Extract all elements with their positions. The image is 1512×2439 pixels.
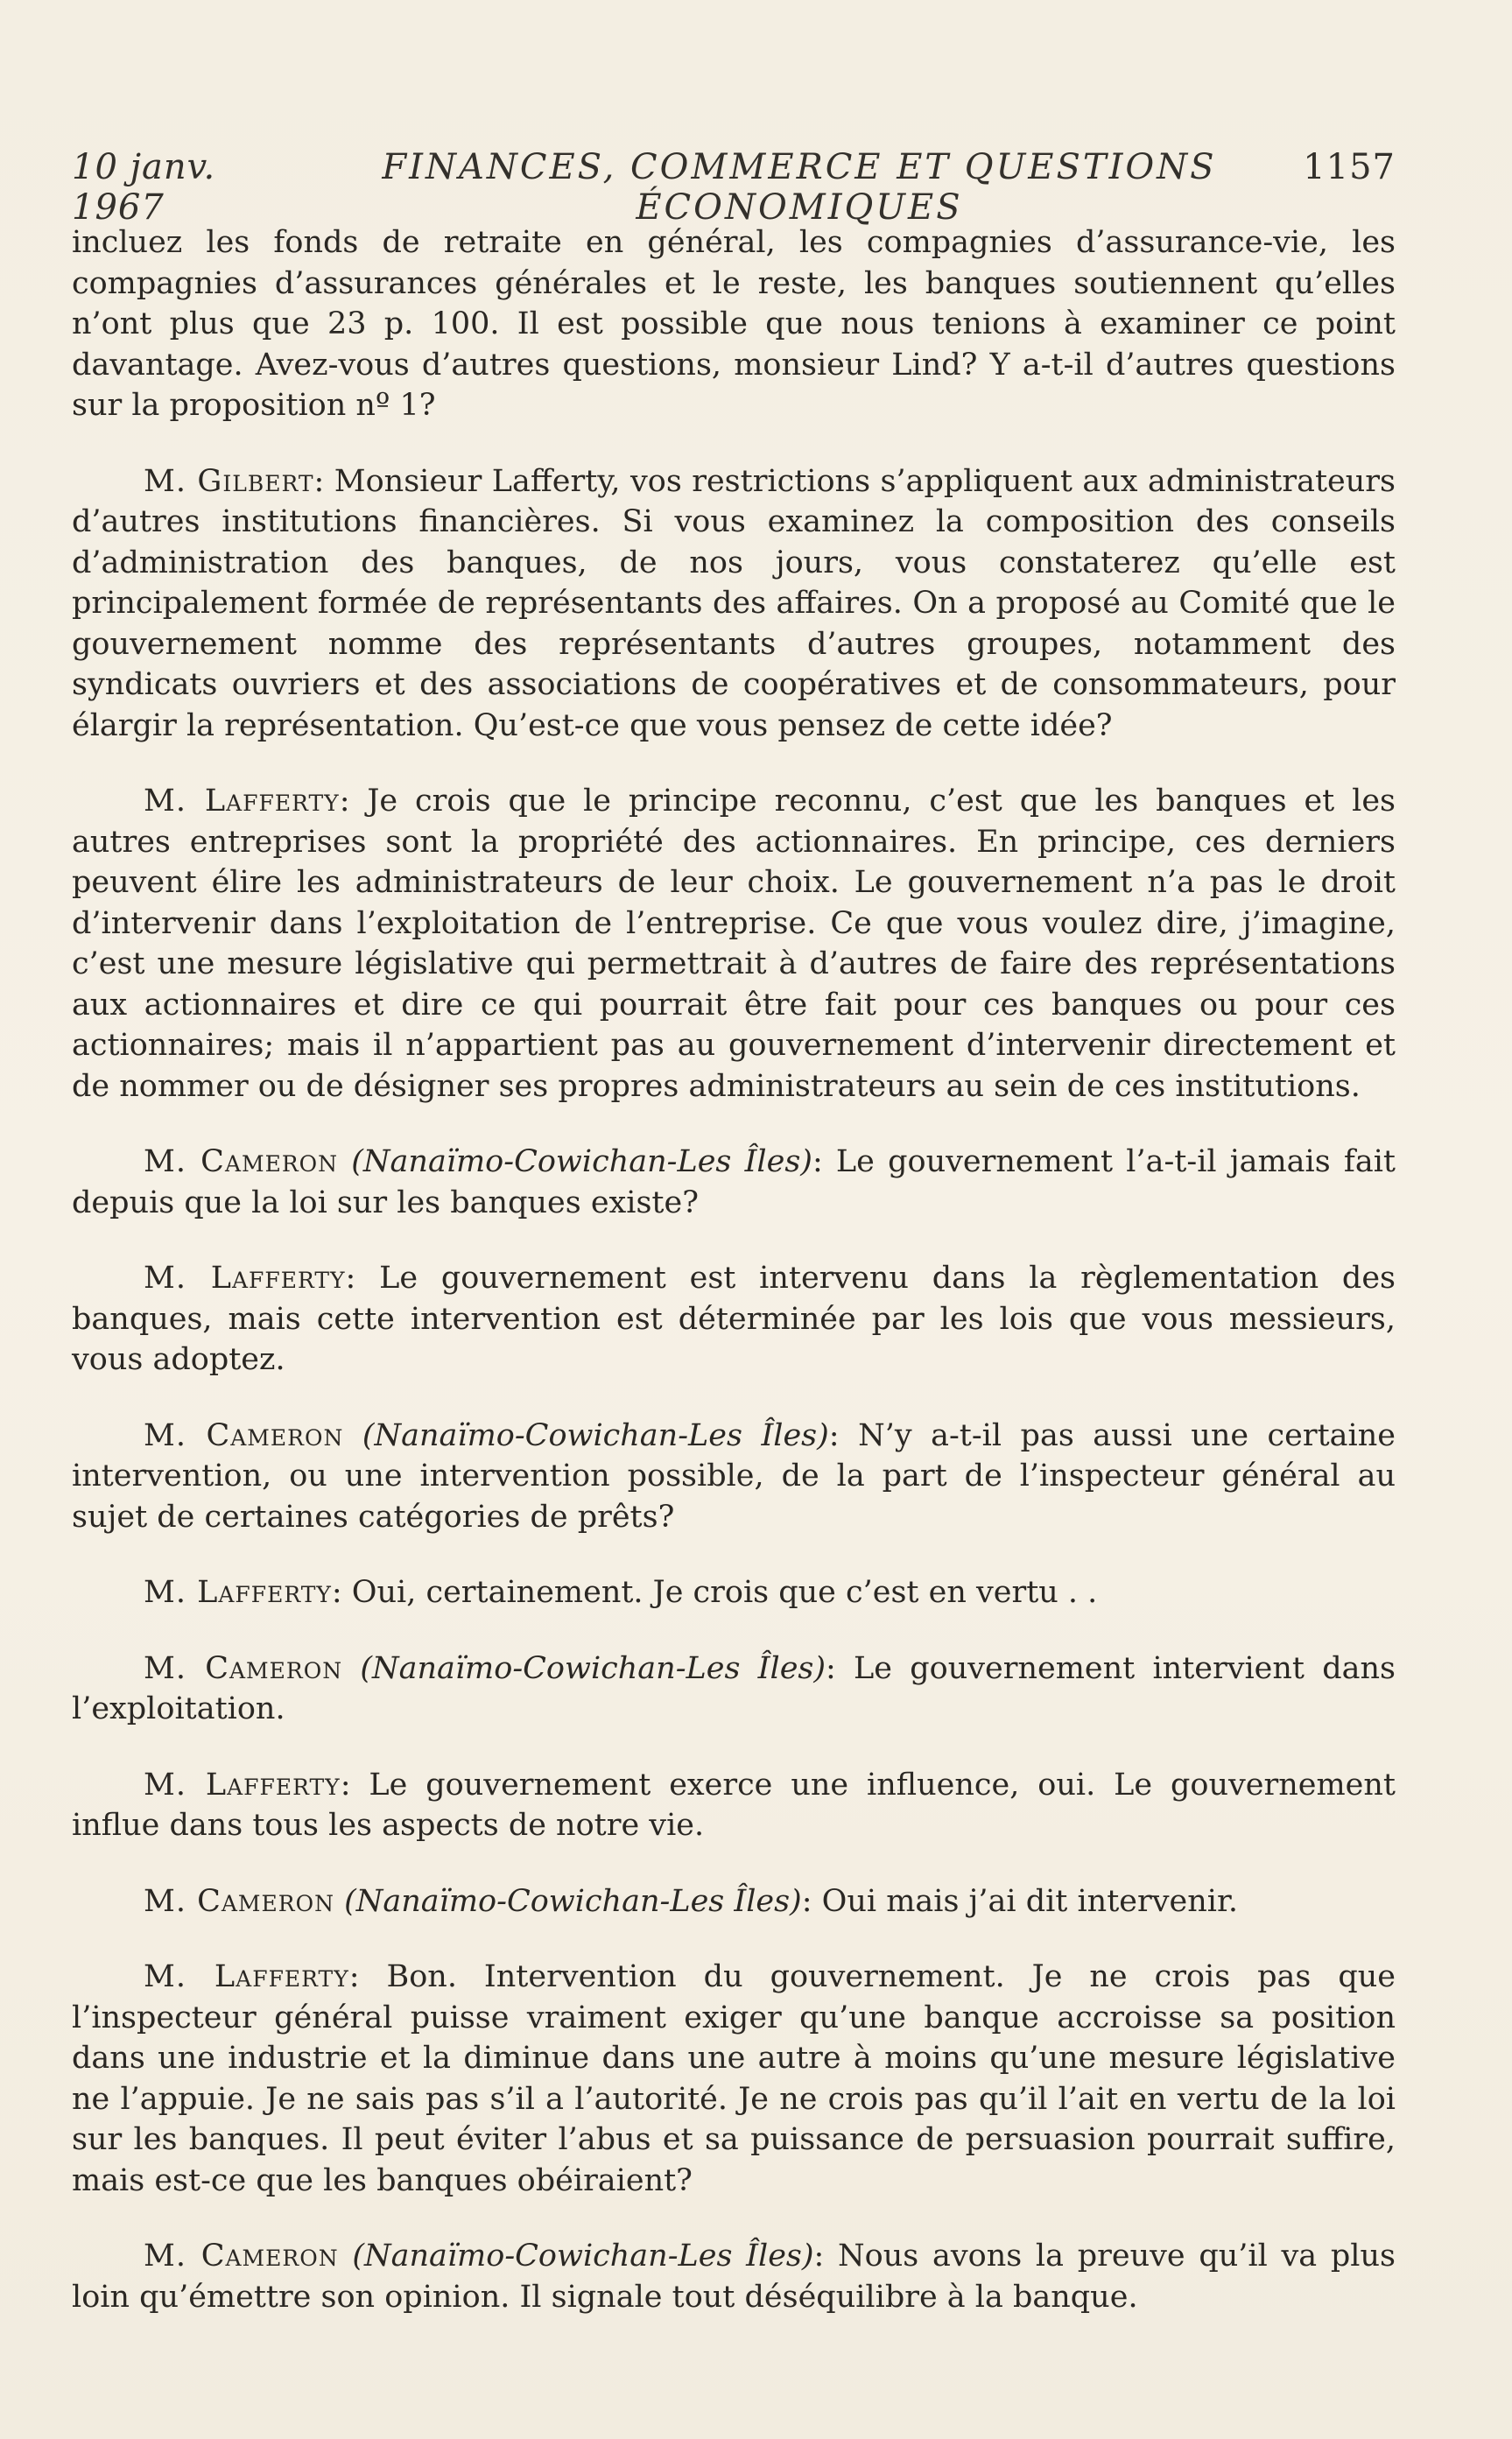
paragraph-text: : Le gouvernement l’a-t-il jamais fait depuis que la loi sur les banques existe? xyxy=(72,1144,1396,1220)
header-date: 10 janv. 1967 xyxy=(72,147,216,228)
speaker-riding: (Nanaïmo-Cowichan-Les Îles) xyxy=(360,1650,826,1686)
body-text xyxy=(72,222,1396,2352)
speaker-riding: (Nanaïmo-Cowichan-Les Îles) xyxy=(362,1417,829,1453)
paragraph-text: incluez les fonds de retraite en général, les compagnies d’assurance-vie, les compagnies d’assurances générales et le reste, les banques soutiennent qu’elles n’ont plus que 23 p. 100. Il est possible que nous tenions à examiner ce point davantage. Avez-vous d’autres questions, monsieur Lind? Y a-t-il d’autres questions sur la proposition nº 1? xyxy=(72,225,1396,423)
paragraph-5 xyxy=(72,1258,1396,1381)
paragraph-11 xyxy=(72,1957,1396,2201)
header-title: FINANCES, COMMERCE ET QUESTIONS ÉCONOMIQUES xyxy=(382,147,1217,228)
speaker-name: M. Cameron xyxy=(144,2239,339,2274)
paragraph-12 xyxy=(72,2236,1396,2317)
paragraph-2 xyxy=(72,461,1396,747)
page-number: 1157 xyxy=(1303,147,1396,187)
speaker-name: M. Lafferty xyxy=(144,1261,346,1296)
paragraph-3 xyxy=(72,781,1396,1107)
paragraph-text: : Le gouvernement exerce une influence, oui. Le gouvernement influe dans tous les aspects de notre vie. xyxy=(72,1767,1396,1843)
paragraph-text: : Bon. Intervention du gouvernement. Je ne crois pas que l’inspecteur général puisse vraiment exiger qu’une banque accroisse sa position dans une industrie et la diminue dans une autre à moins qu’une mesure législative ne l’appuie. Je ne sais pas s’il a l’autorité. Je ne crois pas qu’il l’ait en vertu de la loi sur les banques. Il peut éviter l’abus et sa puissance de persuasion pourrait suffire, mais est-ce que les banques obéiraient? xyxy=(72,1959,1396,2198)
paragraph-text: : Nous avons la preuve qu’il va plus loin qu’émettre son opinion. Il signale tout déséquilibre à la banque. xyxy=(72,2239,1396,2315)
paragraph-text: : Le gouvernement intervient dans l’exploitation. xyxy=(72,1650,1396,1726)
paragraph-text: : Je crois que le principe reconnu, c’est que les banques et les autres entreprises sont la propriété des actionnaires. En principe, ces derniers peuvent élire les administrateurs de leur choix. Le gouvernement n’a pas le droit d’intervenir dans l’exploitation de l’entreprise. Ce que vous voulez dire, j’imagine, c’est une mesure législative qui permettrait à d’autres de faire des représentations aux actionnaires et dire ce qui pourrait être fait pour ces banques ou pour ces actionnaires; mais il n’appartient pas au gouvernement d’intervenir directement et de nommer ou de désigner ses propres administrateurs au sein de ces institutions. xyxy=(72,784,1396,1104)
paragraph-text: : Oui, certainement. Je crois que c’est en vertu . . xyxy=(331,1575,1098,1610)
paragraph-text: : Oui mais j’ai dit intervenir. xyxy=(801,1883,1238,1919)
paragraph-4 xyxy=(72,1142,1396,1223)
speaker-name: M. Lafferty xyxy=(144,1767,341,1803)
speaker-riding: (Nanaïmo-Cowichan-Les Îles) xyxy=(351,1144,812,1179)
speaker-name: M. Lafferty xyxy=(144,1575,332,1610)
speaker-name: M. Gilbert xyxy=(144,463,314,499)
paragraph-text: : N’y a-t-il pas aussi une certaine intervention, ou une intervention possible, de la part de l’inspecteur général au sujet de certaines catégories de prêts? xyxy=(72,1417,1396,1535)
paragraph-text: : Monsieur Lafferty, vos restrictions s’appliquent aux administrateurs d’autres institutions financières. Si vous examinez la composition des conseils d’administration des banques, de nos jours, vous constaterez qu’elle est principalement formée de représentants des affaires. On a proposé au Comité que le gouvernement nomme des représentants d’autres groupes, notamment des syndicats ouvriers et des associations de coopératives et de consommateurs, pour élargir la représentation. Qu’est-ce que vous pensez de cette idée? xyxy=(72,463,1396,743)
running-header xyxy=(72,147,1396,228)
paragraph-8 xyxy=(72,1648,1396,1730)
paragraph-6 xyxy=(72,1416,1396,1538)
speaker-name: M. Cameron xyxy=(144,1883,334,1919)
speaker-name: M. Cameron xyxy=(144,1144,339,1179)
speaker-name: M. Lafferty xyxy=(144,784,340,819)
speaker-name: M. Cameron xyxy=(144,1650,343,1686)
speaker-riding: (Nanaïmo-Cowichan-Les Îles) xyxy=(352,2239,814,2274)
paragraph-text: : Le gouvernement est intervenu dans la règlementation des banques, mais cette intervention est déterminée par les lois que vous messieurs, vous adoptez. xyxy=(72,1261,1396,1377)
speaker-name: M. Cameron xyxy=(144,1417,344,1453)
speaker-name: M. Lafferty xyxy=(144,1959,349,1994)
paragraph-1 xyxy=(72,222,1396,426)
paragraph-7 xyxy=(72,1572,1396,1613)
paragraph-9 xyxy=(72,1765,1396,1846)
paragraph-10 xyxy=(72,1881,1396,1922)
speaker-riding: (Nanaïmo-Cowichan-Les Îles) xyxy=(344,1883,802,1919)
